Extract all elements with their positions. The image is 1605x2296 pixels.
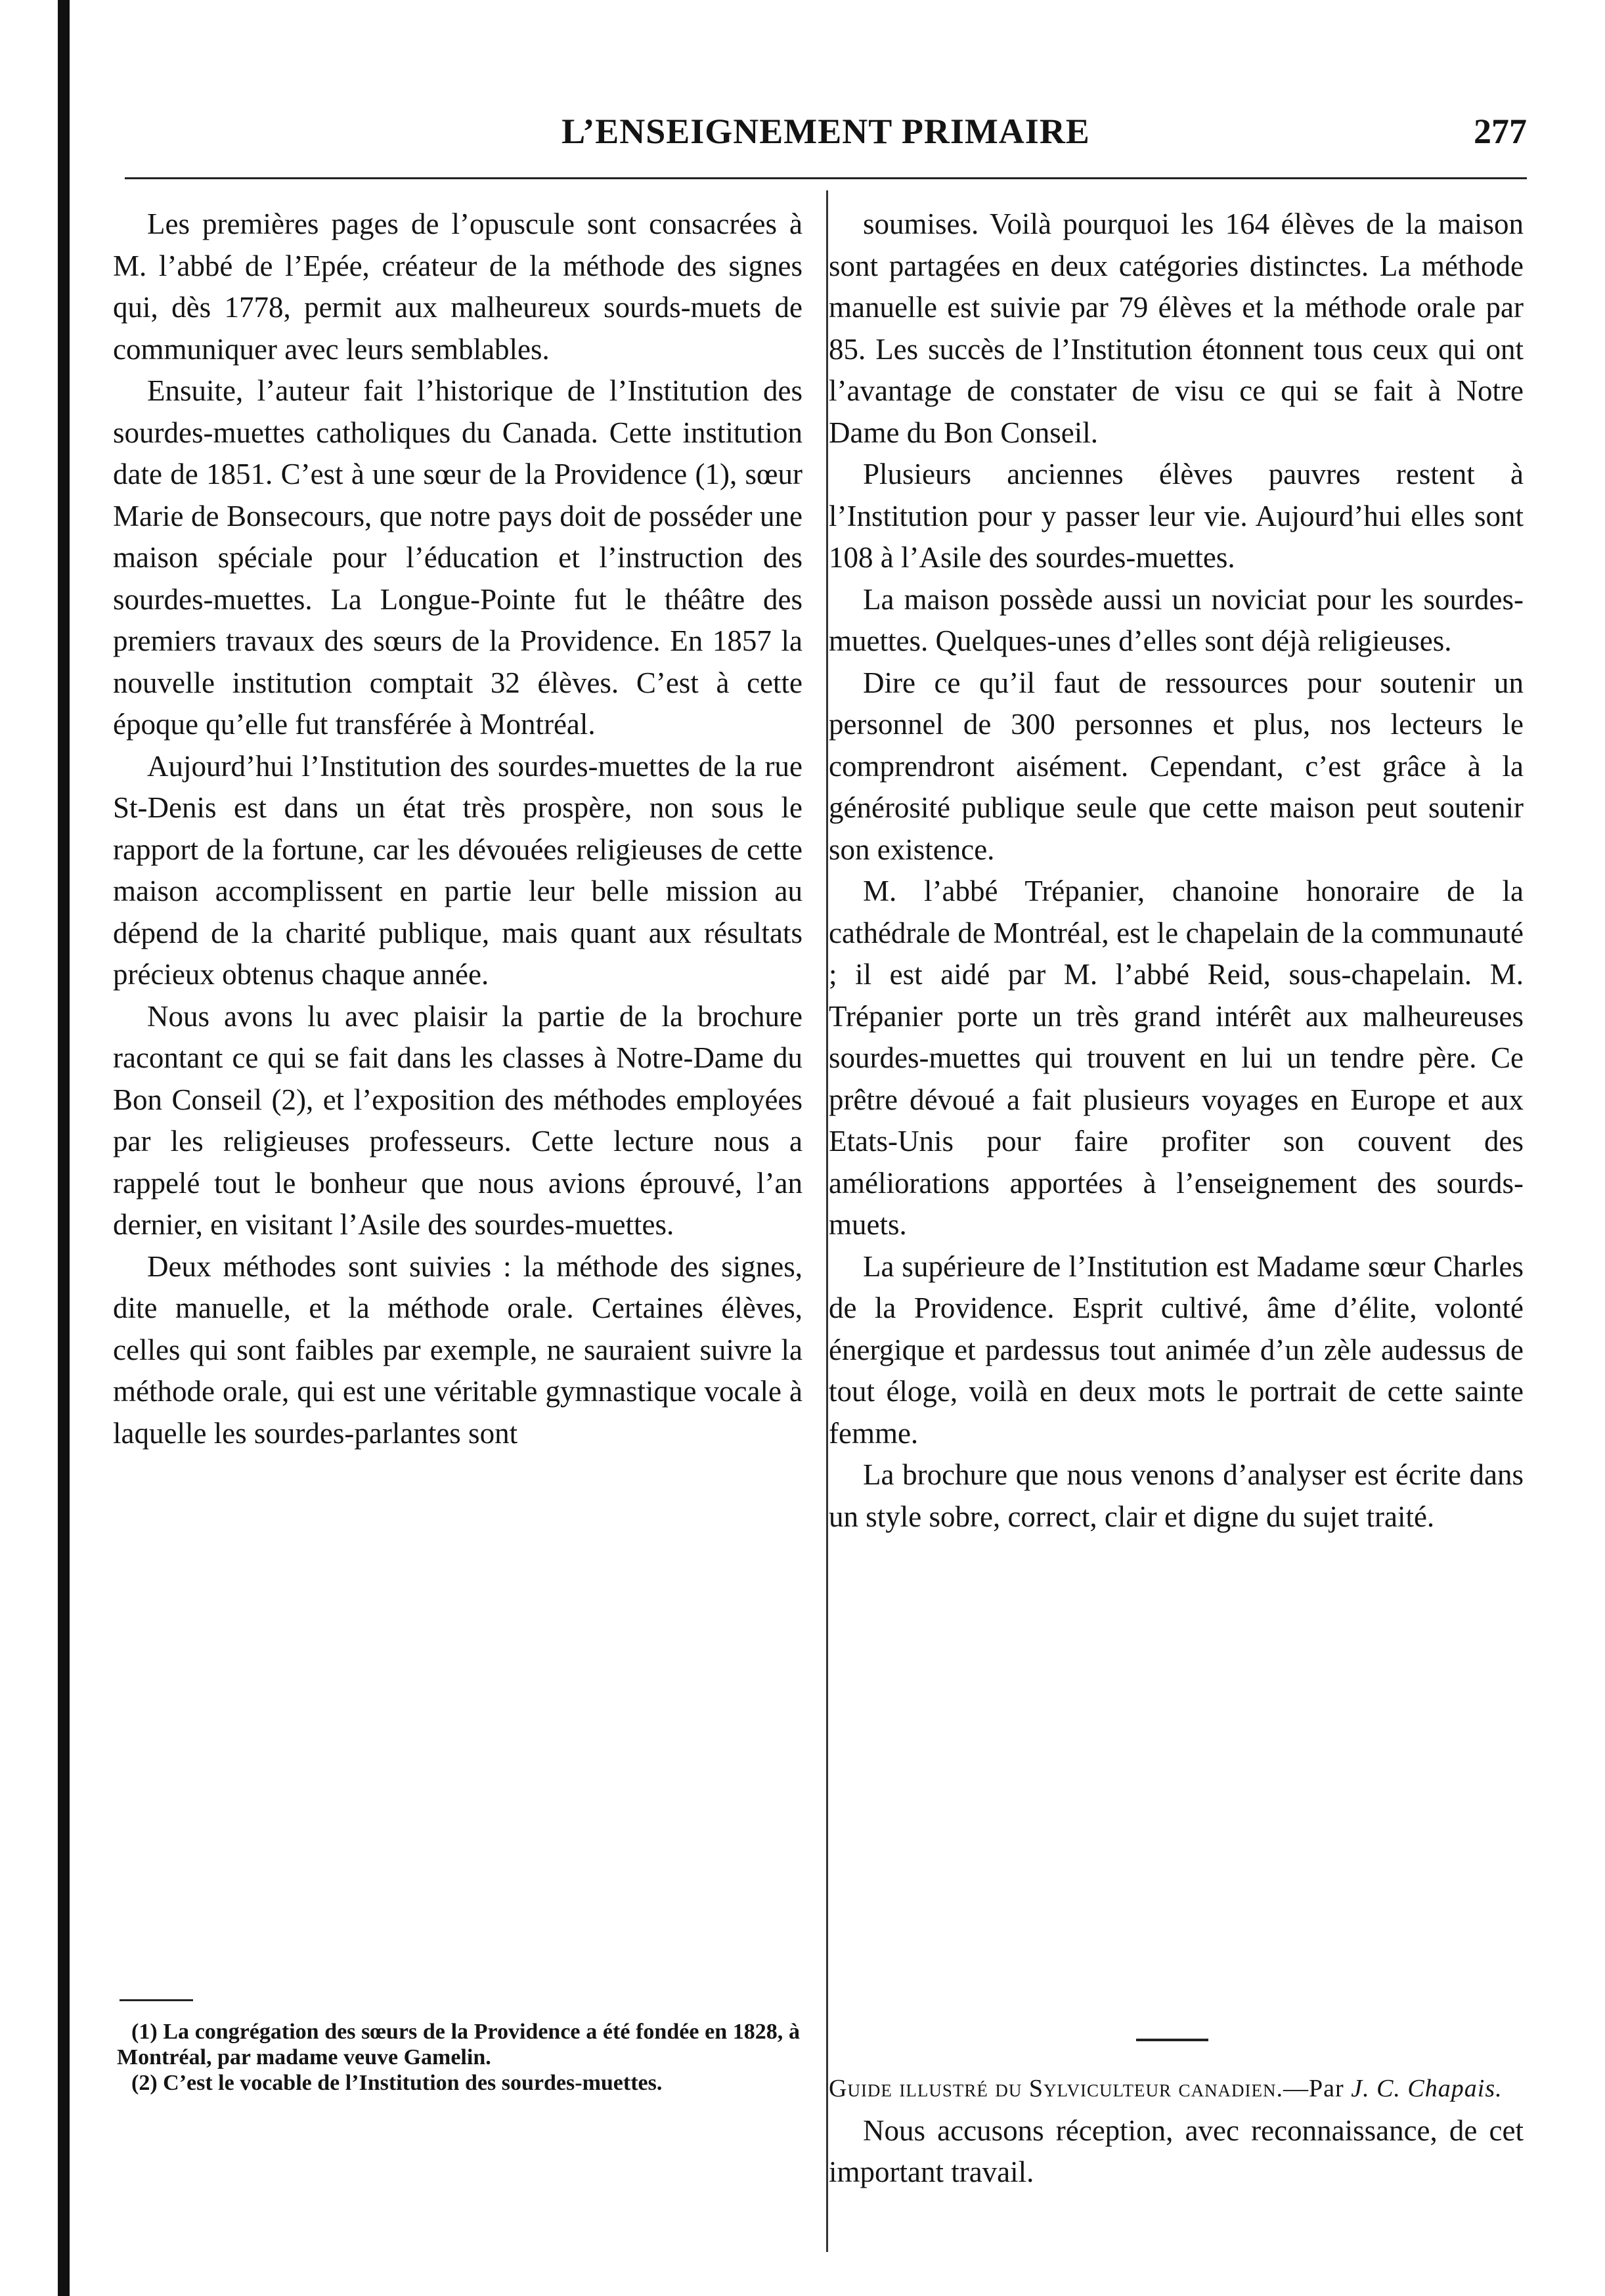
- paragraph: Plusieurs anciennes élèves pauvres restent à l’Institution pour y passer leur vie. Aujourd’hui elles sont 108 à l’Asile des sourdes-muettes.: [829, 458, 1524, 574]
- paragraph: La supérieure de l’Institution est Madame sœur Charles de la Providence. Esprit cultivé, âme d’élite, volonté énergique et pardessus tout animée d’un zèle audessus de tout éloge, voilà en deux mots le portrait de cette sainte femme.: [829, 1249, 1524, 1450]
- page-edge-shadow: [58, 0, 70, 2296]
- paragraph: Nous avons lu avec plaisir la partie de la brochure racontant ce qui se fait dans les classes à Notre-Dame du Bon Conseil (2), et l’exposition des méthodes employées par les religieuses professeurs. Cette lecture nous a rappelé tout le bonheur que nous avions éprouvé, l’an dernier, en visitant l’Asile des sourdes-muettes.: [113, 999, 802, 1241]
- page-number: 277: [1474, 112, 1527, 151]
- paragraph: M. l’abbé Trépanier, chanoine honoraire de la cathédrale de Montréal, est le chapelain de la communauté ; il est aidé par M. l’abbé Reid, sous-chapelain. M. Trépanier porte un très grand intérêt aux malheureuses sourdes-muettes qui trouvent en lui un tendre père. Ce prêtre dévoué a fait plusieurs voyages en Europe et aux Etats-Unis pour faire profiter son couvent des améliorations apportées à l’enseignement des sourds-muets.: [829, 875, 1524, 1241]
- left-column: [113, 204, 802, 1454]
- review-author: J. C. Chapais.: [1351, 2075, 1503, 2102]
- running-title: L’ENSEIGNEMENT PRIMAIRE: [561, 112, 1090, 151]
- paragraph: Ensuite, l’auteur fait l’historique de l’Institution des sourdes-muettes catholiques du Canada. Cette institution date de 1851. C’est à une sœur de la Providence (1), sœur Marie de Bonsecours, que notre pays doit de posséder une maison spéciale pour l’éducation et l’instruction des sourdes-muettes. La Longue-Pointe fut le théâtre des premiers travaux des sœurs de la Providence. En 1857 la nouvelle institution comptait 32 élèves. C’est à cette époque qu’elle fut transférée à Montréal.: [113, 374, 802, 741]
- section-separator: [1136, 2039, 1208, 2041]
- column-divider: [826, 190, 828, 2252]
- paragraph: La brochure que nous venons d’analyser est écrite dans un style sobre, correct, clair et digne du sujet traité.: [829, 1458, 1524, 1533]
- book-review: [829, 2068, 1524, 2194]
- paragraph: La maison possède aussi un noviciat pour les sourdes-muettes. Quelques-unes d’elles sont déjà religieuses.: [829, 582, 1524, 657]
- review-body: Nous accusons réception, avec reconnaissance, de cet important travail.: [829, 2113, 1524, 2188]
- review-by: —Par: [1283, 2075, 1352, 2102]
- footnote: (2) C’est le vocable de l’Institution des sourdes-muettes.: [131, 2071, 663, 2095]
- paragraph: Deux méthodes sont suivies : la méthode des signes, dite manuelle, et la méthode orale. Certaines élèves, celles qui sont faibles par exemple, ne sauraient suivre la méthode orale, qui est une véritable gymnastique vocale à laquelle les sourdes-parlantes sont: [113, 1249, 802, 1450]
- footnote: (1) La congrégation des sœurs de la Providence a été fondée en 1828, à Montréal, par madame veuve Gamelin.: [117, 2020, 800, 2069]
- paragraph: Aujourd’hui l’Institution des sourdes-muettes de la rue St-Denis est dans un état très prospère, non sous le rapport de la fortune, car les dévouées religieuses de cette maison accomplissent en partie leur belle mission au dépend de la charité publique, mais quant aux résultats précieux obtenus chaque année.: [113, 749, 802, 991]
- paragraph: Dire ce qu’il faut de ressources pour soutenir un personnel de 300 personnes et plus, nos lecteurs le comprendront aisément. Cependant, c’est grâce à la générosité publique seule que cette maison peut soutenir son existence.: [829, 666, 1524, 866]
- header-rule: [125, 177, 1527, 179]
- review-heading: [829, 2068, 1524, 2110]
- footnote-rule: [120, 1999, 193, 2001]
- right-column: [829, 204, 1524, 1538]
- paragraph: soumises. Voilà pourquoi les 164 élèves de la maison sont partagées en deux catégories distinctes. La méthode manuelle est suivie par 79 élèves et la méthode orale par 85. Les succès de l’Institution étonnent tous ceux qui ont l’avantage de constater de visu ce qui se fait à Notre Dame du Bon Conseil.: [829, 207, 1524, 449]
- page-header: [125, 105, 1527, 158]
- paragraph: Les premières pages de l’opuscule sont consacrées à M. l’abbé de l’Epée, créateur de la méthode des signes qui, dès 1778, permit aux malheureux sourds-muets de communiquer avec leurs semblables.: [113, 207, 802, 366]
- review-title: Guide illustré du Sylviculteur canadien.: [829, 2075, 1284, 2102]
- footnotes: [117, 2019, 800, 2096]
